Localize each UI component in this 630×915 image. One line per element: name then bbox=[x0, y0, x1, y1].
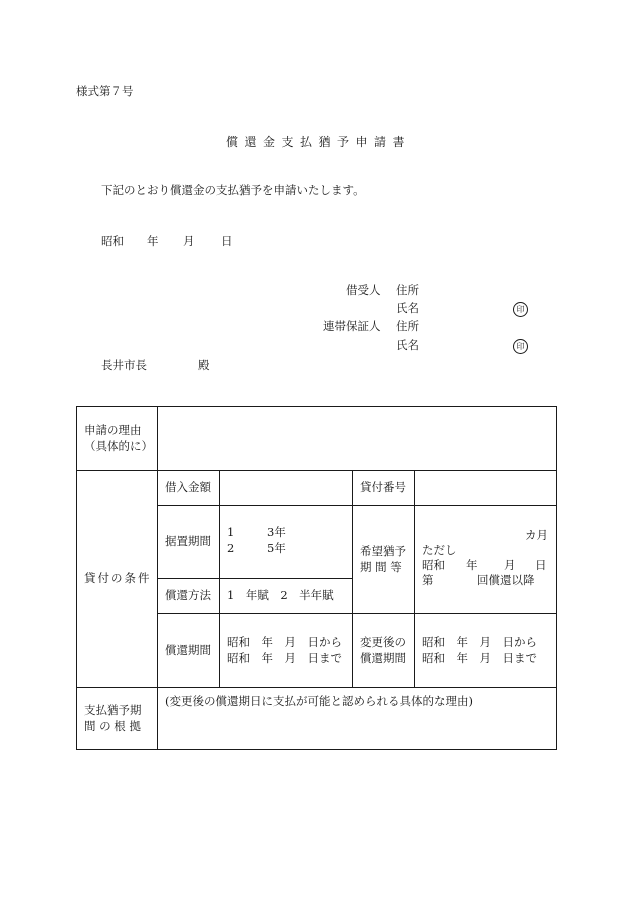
basis-label-cell bbox=[77, 688, 158, 750]
basis-note: (変更後の償還期日に支払が可能と認められる具体的な理由) bbox=[165, 694, 473, 708]
addressee-name: 長井市長 bbox=[101, 358, 147, 372]
loan-number-label: 貸付番号 bbox=[353, 471, 415, 506]
borrower-seal-mark: 印 bbox=[513, 302, 528, 317]
loan-conditions-label: 貸付の条件 bbox=[77, 471, 158, 688]
repayment-period-label: 償還期間 bbox=[158, 614, 220, 688]
date-era: 昭和 bbox=[101, 234, 124, 248]
deferral-installment-prefix: 第 bbox=[422, 573, 434, 587]
basis-input-cell[interactable] bbox=[158, 688, 557, 750]
deferral-era: 昭和 bbox=[422, 558, 445, 572]
date-year: 年 bbox=[147, 234, 159, 248]
basis-label: 支払猶予期 bbox=[84, 702, 142, 717]
application-table bbox=[76, 406, 557, 750]
changed-period-to: 昭和 年 月 日まで bbox=[422, 650, 537, 665]
borrower-name-label: 氏名 bbox=[396, 301, 419, 315]
deferral-month: 月 bbox=[504, 558, 516, 572]
repayment-method-label: 償還方法 bbox=[158, 579, 220, 614]
guarantor-label: 連帯保証人 bbox=[323, 319, 381, 333]
deferral-months-unit: カ月 bbox=[525, 528, 548, 542]
deferral-year: 年 bbox=[466, 558, 478, 572]
borrower-address-label: 住所 bbox=[396, 283, 419, 297]
reason-label-cell bbox=[77, 407, 158, 471]
repayment-method-options[interactable]: 1 年賦 2 半年賦 bbox=[220, 579, 353, 614]
deferral-installment-suffix: 回償還以降 bbox=[477, 573, 535, 587]
date-day: 日 bbox=[221, 234, 233, 248]
deferral-day: 日 bbox=[535, 558, 547, 572]
deferral-however: ただし bbox=[422, 543, 457, 557]
desired-deferral-sublabel: 期 間 等 bbox=[360, 559, 402, 574]
repayment-period-cell[interactable] bbox=[220, 614, 353, 688]
desired-deferral-cell[interactable] bbox=[415, 506, 557, 614]
borrowed-amount-input-cell[interactable] bbox=[220, 471, 353, 506]
date-month: 月 bbox=[183, 234, 195, 248]
desired-deferral-label-cell bbox=[353, 506, 415, 614]
guarantor-address-label: 住所 bbox=[396, 319, 419, 333]
borrower-label: 借受人 bbox=[346, 283, 381, 297]
repayment-period-to: 昭和 年 月 日まで bbox=[227, 650, 342, 665]
borrowed-amount-label: 借入金額 bbox=[158, 471, 220, 506]
grace-option-2-number: 2 bbox=[227, 541, 235, 555]
changed-period-label: 変更後の bbox=[360, 634, 406, 649]
repayment-period-from: 昭和 年 月 日から bbox=[227, 634, 342, 649]
reason-input-cell[interactable] bbox=[158, 407, 557, 471]
changed-period-cell[interactable] bbox=[415, 614, 557, 688]
desired-deferral-label: 希望猶予 bbox=[360, 543, 406, 558]
reason-label: 申請の理由 bbox=[84, 422, 142, 437]
guarantor-seal-mark: 印 bbox=[513, 339, 528, 354]
loan-number-input-cell[interactable] bbox=[415, 471, 557, 506]
changed-period-label-cell bbox=[353, 614, 415, 688]
addressee bbox=[101, 358, 210, 372]
changed-period-sublabel: 償還期間 bbox=[360, 650, 406, 665]
grace-option-1-number: 1 bbox=[227, 525, 235, 539]
basis-sublabel: 間 の 根 拠 bbox=[84, 718, 141, 733]
intro-text: 下記のとおり償還金の支払猶予を申請いたします。 bbox=[101, 183, 365, 197]
document-title: 償還金支払猶予申請書 bbox=[226, 135, 412, 149]
grace-period-label: 据置期間 bbox=[158, 506, 220, 579]
addressee-honorific: 殿 bbox=[198, 358, 210, 372]
reason-sublabel: （具体的に） bbox=[84, 438, 153, 453]
changed-period-from: 昭和 年 月 日から bbox=[422, 634, 537, 649]
form-number: 様式第７号 bbox=[76, 84, 134, 98]
grace-period-cell[interactable] bbox=[220, 506, 353, 579]
guarantor-name-label: 氏名 bbox=[396, 338, 419, 352]
grace-option-1-value: 3年 bbox=[267, 525, 286, 539]
grace-option-2-value: 5年 bbox=[267, 541, 286, 555]
